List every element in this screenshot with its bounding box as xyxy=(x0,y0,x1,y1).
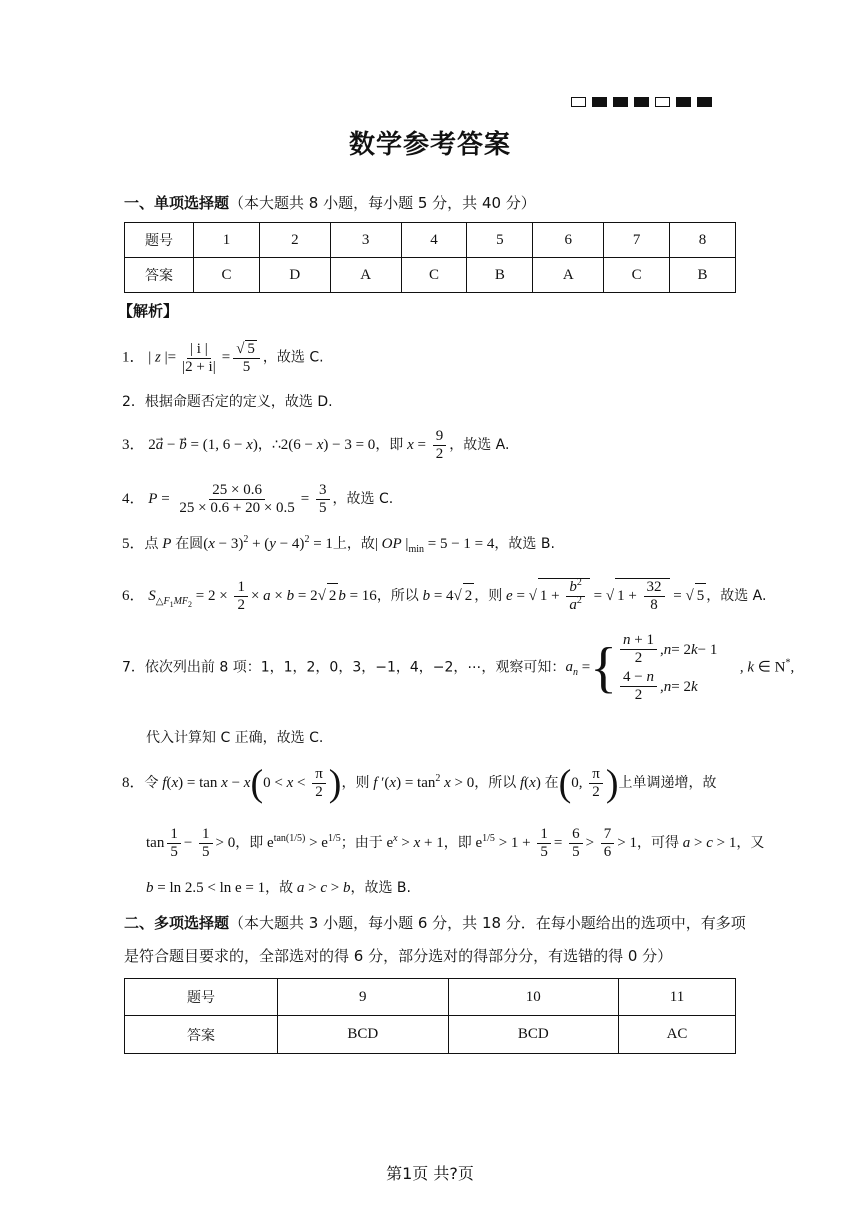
question-number: 6 xyxy=(533,223,604,258)
solution-8-line3: b = ln 2.5 < ln e = 1，故 a > c > b，故选 B. xyxy=(146,880,411,896)
solid-square-mark xyxy=(697,97,712,107)
section1-title: 一、单项选择题 xyxy=(124,194,230,212)
question-number: 11 xyxy=(619,979,736,1016)
question-number: 3 xyxy=(330,223,401,258)
solution-3-conclusion: ，故选 A. xyxy=(449,436,510,453)
answer-cell: AC xyxy=(619,1016,736,1054)
solution-8-tail: 上单调递增，故 xyxy=(618,774,717,791)
answer-cell: D xyxy=(259,258,330,293)
answer-row-label: 答案 xyxy=(125,1016,278,1054)
answer-cell: BCD xyxy=(278,1016,449,1054)
solution-4-conclusion: ，故选 C. xyxy=(332,490,394,507)
answer-row xyxy=(125,258,736,293)
page-footer: 第1页 共?页 xyxy=(386,1164,474,1183)
answer-cell: B xyxy=(467,258,533,293)
section2-heading xyxy=(124,912,746,934)
answer-cell: A xyxy=(533,258,604,293)
solution-4: 4． P = $\frac{25 \times 0.6}{25 \times 0.6 + 20 \times 0.5}$ = $\frac{3}{5}$ ，故选 C. xyxy=(122,482,394,516)
open-square-mark xyxy=(571,97,586,107)
solid-square-mark xyxy=(676,97,691,107)
section2-note: （本大题共 3 小题，每小题 6 分，共 18 分．在每小题给出的选项中，有多项 xyxy=(229,914,746,932)
solution-3: 3． 2a⃗ − b⃗ = (1, 6 − x)，∴2(6 − x) − 3 = 0，即 x = $\frac{9}{2}$ ，故选 A. xyxy=(122,428,510,462)
answer-row xyxy=(125,1016,736,1054)
answer-cell: A xyxy=(330,258,401,293)
question-row-label: 题号 xyxy=(125,979,278,1016)
solid-square-mark xyxy=(592,97,607,107)
answer-cell: C xyxy=(604,258,670,293)
solid-square-mark xyxy=(613,97,628,107)
answer-row-label: 答案 xyxy=(125,258,194,293)
solution-5: 5．点 P 在圆$(x - 3)^2 + (y - 4)^2 = 1$上，故| OP $|_{min} = 5 - 1 = 4$，故选 B. xyxy=(122,534,555,555)
open-square-mark xyxy=(655,97,670,107)
section1-heading xyxy=(124,192,536,214)
question-number: 8 xyxy=(670,223,736,258)
solution-1-conclusion: ，故选 C. xyxy=(262,349,324,366)
section2-note-line2: 是符合题目要求的，全部选对的得 6 分，部分选对的得部分分，有选错的得 0 分） xyxy=(124,947,673,965)
corner-marks xyxy=(571,97,712,107)
solution-6: 6． $S_{\triangle F_1MF_2} = 2$ × $\frac{1}{2}$ × a × b = 2√ 2 b = 16，所以 b = 4√ 2 ，则 e = √ 1 + $\frac{b^2}{a^2}$ = √ 1 + $\frac{32}{8}$ = √ 5 ，故选 A. xyxy=(122,577,767,613)
answer-cell: B xyxy=(670,258,736,293)
question-number: 4 xyxy=(401,223,467,258)
question-row-label: 题号 xyxy=(125,223,194,258)
solid-square-mark xyxy=(634,97,649,107)
solution-7: 7．依次列出前 8 项：1，1，2，0，3，−1，4，−2，⋯，观察可知：$a_n$ ={ $\frac{n + 1}{2}$ , n = 2 k − 1 $\frac{4 - n}{2}$ , n = 2 k , k ∈ N*, xyxy=(122,632,795,703)
question-row xyxy=(125,979,736,1016)
solution-8-line2: tan $\frac{1}{5}$ − $\frac{1}{5}$ > 0，即 $e^{tan(1/5)} > e^{1/5}$；由于 $e^x > x + 1$，即 $e^{1/5} > 1$ + $\frac{1}{5}$ = $\frac{6}{5}$ > $\frac{7}{6}$ > 1，可得 a > c > 1，又 xyxy=(146,826,765,860)
section1-answer-table xyxy=(124,222,736,293)
question-number: 5 xyxy=(467,223,533,258)
page-title: 数学参考答案 xyxy=(348,130,511,160)
question-number: 7 xyxy=(604,223,670,258)
question-row xyxy=(125,223,736,258)
solution-2: 2．根据命题否定的定义，故选 D. xyxy=(122,394,333,410)
solution-1: 1． | z |= $\frac{| i |}{|2 + i|}$ = $\frac{√ 5}{5}$ ，故选 C. xyxy=(122,340,324,375)
question-number: 9 xyxy=(278,979,449,1016)
section1-note: （本大题共 8 小题，每小题 5 分，共 40 分） xyxy=(229,194,536,212)
section2-answer-table xyxy=(124,978,736,1054)
answer-cell: C xyxy=(401,258,467,293)
question-number: 10 xyxy=(448,979,619,1016)
answer-cell: BCD xyxy=(448,1016,619,1054)
answer-cell: C xyxy=(194,258,260,293)
solution-8-conclusion: ，故选 B. xyxy=(350,880,411,896)
analysis-label: 【解析】 xyxy=(118,302,179,320)
question-number: 1 xyxy=(194,223,260,258)
solution-8: 8．令 f(x) = tan x − x(0 < x < $\frac{\pi}{2}$ )，则 f $'(x) = \tan^2 x > 0$，所以 f(x) 在(0, $\frac{\pi}{2}$ )上单调递增，故 xyxy=(122,762,717,805)
solution-7-continuation: 代入计算知 C 正确，故选 C. xyxy=(146,730,324,746)
section2-title: 二、多项选择题 xyxy=(124,914,230,932)
question-number: 2 xyxy=(259,223,330,258)
solution-6-conclusion: ，故选 A. xyxy=(706,587,767,604)
solution-5-conclusion: ，故选 B. xyxy=(494,536,555,552)
solution-7-lead: 7．依次列出前 8 项：1，1，2，0，3，−1，4，−2，⋯，观察可知： xyxy=(122,659,566,676)
